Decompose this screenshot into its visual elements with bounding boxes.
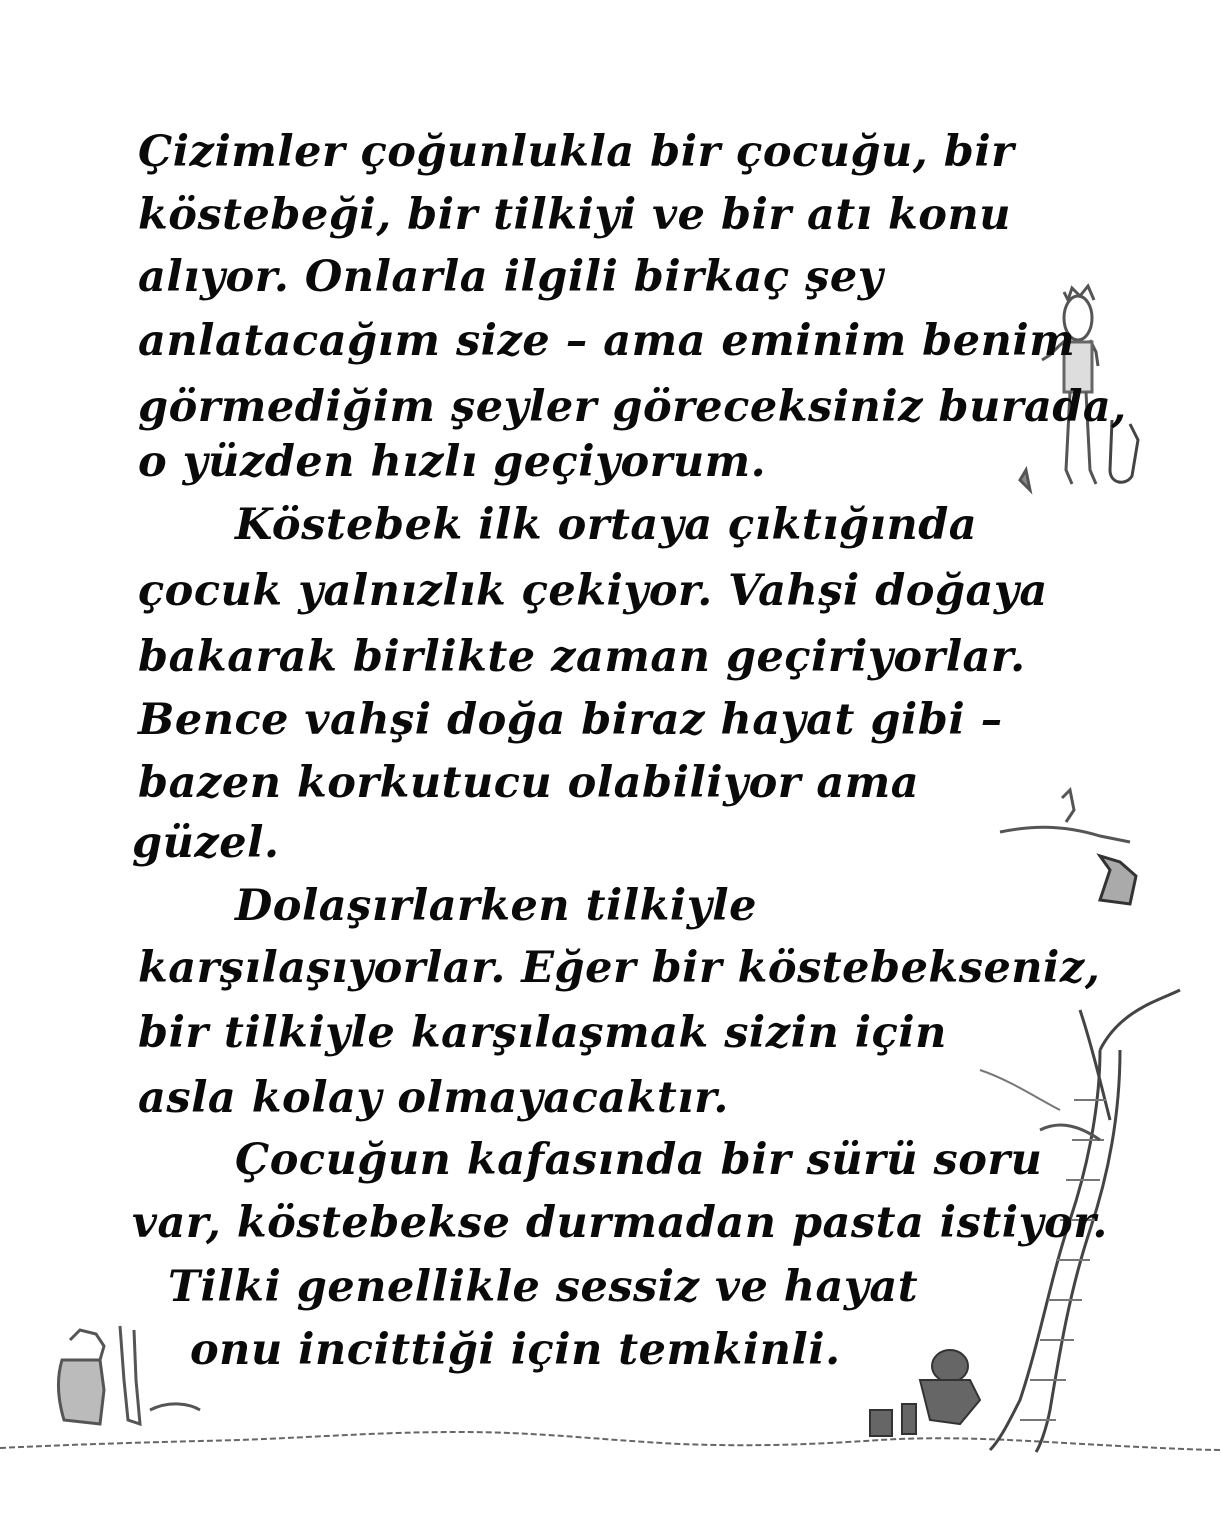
text-line: alıyor. Onlarla ilgili birkaç şey [138,252,884,302]
text-line: karşılaşıyorlar. Eğer bir köstebekseniz, [138,943,1101,993]
text-line: Dolaşırlarken tilkiyle [235,881,757,931]
text-line: görmediğim şeyler göreceksiniz burada, [138,382,1127,432]
text-line: Köstebek ilk ortaya çıktığında [235,500,978,550]
text-line: köstebeği, bir tilkiyi ve bir atı konu [138,190,1012,240]
text-line: Tilki genellikle sessiz ve hayat [168,1262,919,1312]
text-line: asla kolay olmayacaktır. [138,1073,729,1123]
text-line: anlatacağım size – ama eminim benim [138,316,1076,366]
text-line: çocuk yalnızlık çekiyor. Vahşi doğaya [138,566,1048,616]
text-line: bazen korkutucu olabiliyor ama [138,758,920,808]
text-line: var, köstebekse durmadan pasta istiyor. [132,1198,1108,1248]
text-line: bakarak birlikte zaman geçiriyorlar. [138,632,1026,682]
text-line: Bence vahşi doğa biraz hayat gibi – [138,695,1003,745]
text-line: Çizimler çoğunlukla bir çocuğu, bir [138,127,1015,177]
text-line: bir tilkiyle karşılaşmak sizin için [138,1008,947,1058]
text-line: Çocuğun kafasında bir sürü soru [235,1135,1043,1185]
text-line: o yüzden hızlı geçiyorum. [138,437,767,487]
text-line: güzel. [132,818,280,868]
text-line: onu incittiği için temkinli. [190,1325,841,1375]
